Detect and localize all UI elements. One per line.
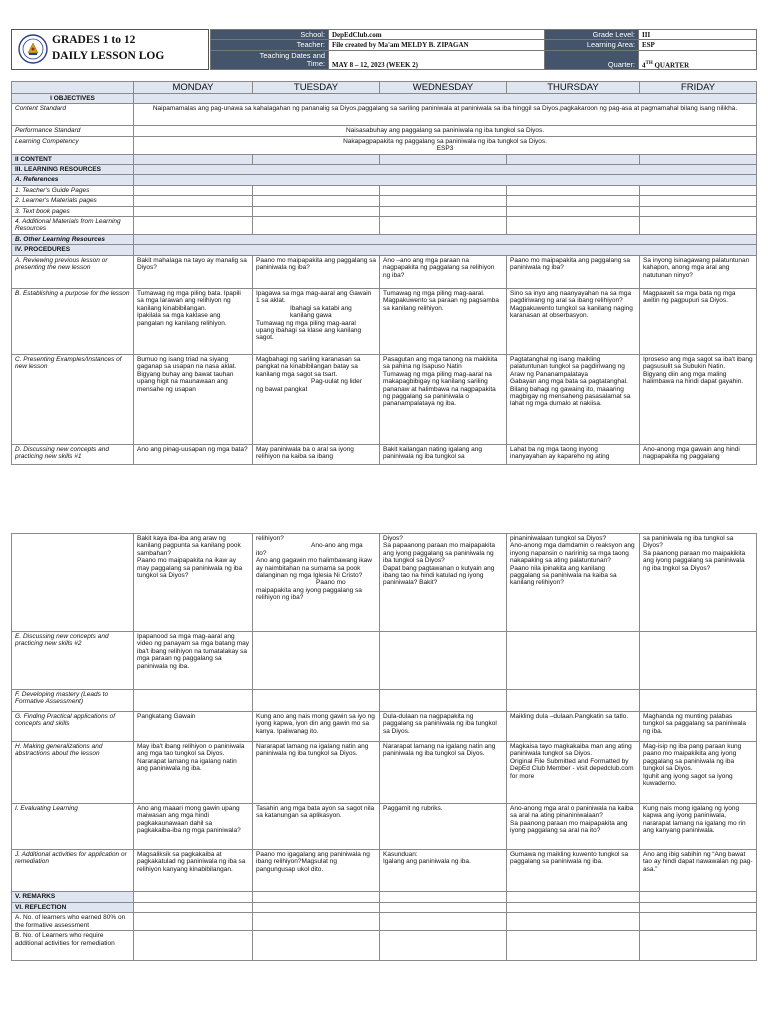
proc-j-thursday: Gumawa ng maikling kuwento tungkol sa paggalang sa paniniwala ng iba.	[507, 850, 640, 892]
proc-b-label: B. Establishing a purpose for the lesson	[12, 288, 134, 354]
blank-cell	[134, 931, 253, 961]
blank-cell	[640, 206, 757, 216]
blank-cell	[640, 196, 757, 206]
grade-level-value: III	[639, 30, 757, 40]
blank-cell	[134, 165, 757, 175]
section-objectives: I OBJECTIVES	[12, 94, 134, 104]
title-dll: DAILY LESSON LOG	[52, 50, 165, 62]
section-references: A. References	[12, 175, 134, 185]
additional-materials-label: 4. Additional Materials from Learning Resources	[12, 217, 134, 235]
blank-cell	[134, 196, 253, 206]
proc-b-tuesday-3: Tumawag ng mga piling mag-aaral upang ibahagi sa klase ang kanilang sagot.	[256, 319, 362, 342]
day-header-wednesday: WEDNESDAY	[380, 82, 507, 94]
blank-cell	[253, 206, 380, 216]
learning-area-value: ESP	[639, 40, 757, 50]
blank-cell	[380, 154, 507, 164]
blank-cell	[380, 913, 507, 931]
proc-j-monday: Magsaliksik sa pagkakaiba at pagkakatulad ng paniniwala ng iba sa relihiyon kanyang kinabibilangan.	[134, 850, 253, 892]
blank-cell	[253, 931, 380, 961]
proc-d-monday-cont: Bakit kaya iba-iba ang araw ng kanilang pagpunta sa kanilang pook sambahan? Paano mo maipapakita na ikaw ay may paggalang sa paniniwala ng iba tungkol sa Diyos?	[134, 534, 253, 632]
blank-cell	[380, 632, 507, 690]
blank-cell	[640, 217, 757, 235]
blank-cell	[640, 931, 757, 961]
blank-cell	[380, 196, 507, 206]
blank-cell	[380, 931, 507, 961]
dll-table-page1	[11, 81, 757, 465]
blank-cell	[253, 196, 380, 206]
proc-h-wednesday: Nararapat lamang na igalang natin ang paniniwala ng iba tungkol sa Diyos.	[380, 742, 507, 804]
section-reflection: VI. REFLECTION	[12, 903, 134, 913]
quarter-suffix: TH	[645, 60, 653, 66]
section-procedures: IV. PROCEDURES	[12, 245, 134, 255]
competency-text: Nakapagpapakita ng paggalang sa paniniwala ng iba tungkol sa Diyos.	[343, 137, 547, 145]
proc-j-label: J. Additional activities for application or remediation	[12, 850, 134, 892]
proc-g-friday: Maghanda ng munting palabas tungkol sa paggalang sa paniniwala ng iba.	[640, 712, 757, 742]
blank-cell	[640, 185, 757, 195]
proc-d-wednesday-cont: Diyos? Sa papaanong paraan mo maipapakita ang iyong paggalang sa paniniwala ng iba tungkol sa Diyos? Dapat bang pagtawanan o kutyain ang ibang tao na hindi katulad ng iyong paniniwala? Bakit?	[380, 534, 507, 632]
proc-b-wednesday: Tumawag ng mga piling mag-aaral. Magpakuwento sa paraan ng pagsamba sa kanilang relihiyon.	[380, 288, 507, 354]
proc-j-wednesday: Kasunduan: Igalang ang paniniwala ng iba.	[380, 850, 507, 892]
blank-cell	[507, 690, 640, 712]
grade-level-label: Grade Level:	[545, 30, 639, 40]
blank-cell	[134, 903, 253, 913]
proc-a-monday: Bakit mahalaga na tayo ay manalig sa Diyos?	[134, 255, 253, 288]
proc-d-tuesday-cont-1: relihiyon?	[256, 535, 284, 542]
blank-cell	[134, 235, 757, 245]
proc-c-monday: Bumuo ng isang triad na siyang gaganap sa usapan na nasa aklat. Bigyang buhay ang bawat tauhan upang higit na maunawaan ang mensahe ng usapan	[134, 354, 253, 444]
title-grades: GRADES 1 to 12	[52, 34, 136, 46]
teacher-label: Teacher:	[211, 40, 329, 50]
blank-cell	[253, 903, 380, 913]
reflection-a-label: A. No. of learners who earned 80% on the formative assessment	[12, 913, 134, 931]
blank-cell	[134, 892, 253, 903]
blank-cell	[507, 185, 640, 195]
proc-c-tuesday	[253, 354, 380, 444]
proc-a-label: A. Reviewing previous lesson or presenting the new lesson	[12, 255, 134, 288]
reflection-b-label: B. No. of Learners who require additional activities for remediation	[12, 931, 134, 961]
proc-h-friday: Mag-isip ng iba pang paraan kung paano mo maipakikita ang iyong paggalang sa paniniwala ng iba tungkol sa Diyos. Iguhit ang iyong sagot sa iyong kuwaderno.	[640, 742, 757, 804]
day-header-monday: MONDAY	[134, 82, 253, 94]
teaching-dates-label-line2: Time:	[306, 58, 325, 68]
blank-cell	[507, 632, 640, 690]
teaching-dates-label	[211, 50, 329, 70]
blank-cell	[507, 217, 640, 235]
blank-cell	[253, 217, 380, 235]
blank-cell	[253, 892, 380, 903]
proc-b-tuesday-1: Ipagawa sa mga mag-aaral ang Gawain 1 sa aklat.	[256, 289, 372, 305]
blank-cell	[640, 913, 757, 931]
blank-cell	[253, 690, 380, 712]
proc-i-label: I. Evaluating Learning	[12, 804, 134, 850]
school-label: School:	[211, 30, 329, 40]
performance-standard-value: Naisasabuhay ang paggalang sa paniniwala ng iba tungkol sa Diyos.	[134, 126, 757, 136]
proc-h-label: H. Making generalizations and abstractions about the lesson	[12, 742, 134, 804]
proc-d-tuesday: May paniniwala ba o aral sa iyong relihiyon na kaiba sa ibang	[253, 444, 380, 464]
blank-cell	[134, 217, 253, 235]
quarter-label: Quarter:	[545, 50, 639, 70]
blank-cell	[507, 154, 640, 164]
lm-pages-label: 2. Learner's Materials pages	[12, 196, 134, 206]
proc-i-thursday: Ano-anong mga aral o paniniwala na kaiba sa aral na ating pinaniniwalaan? Sa paanong paraan mo maipapakita ang iyong paggalang sa aral na ito?	[507, 804, 640, 850]
proc-c-tuesday-2: Pag-uulat ng lider	[311, 378, 362, 386]
competency-code: ESP3	[436, 145, 454, 153]
proc-d-tuesday-cont-2: Ano-ano ang mga	[311, 542, 363, 550]
proc-i-monday: Ano ang maaari mong gawin upang maiwasan ang mga hindi pagkakaunawaan dahil sa pagkakaiba-iba ng mga paniniwala?	[134, 804, 253, 850]
teacher-value: File created by Ma'am MELDY B. ZIPAGAN	[329, 40, 545, 50]
quarter-number: 4	[642, 61, 646, 69]
proc-g-thursday: Maikling dula –dulaan.Pangkatin sa tatlo.	[507, 712, 640, 742]
proc-c-tuesday-1: Magbahagi ng sariling karanasan sa pangkat na kinabibilangan batay sa kanilang mga sagot sa tsart.	[256, 355, 361, 378]
proc-c-wednesday: Pasagutan ang mga tanong na makikita sa pahina ng Isapuso Natin Tumawag ng mga piling mag-aaral na makapagbibigay ng kanilang sariling pananaw at halimbawa na nagpapakita ng paggalang sa paniniwala o pananampalataya ng iba.	[380, 354, 507, 444]
blank-cell	[380, 892, 507, 903]
proc-d-monday: Ano ang pinag-uusapan ng mga bata?	[134, 444, 253, 464]
proc-b-tuesday-2: Ibahagi sa katabi ang kanilang gawa	[290, 304, 352, 320]
content-standard-value: Naipamamalas ang pag-unawa sa kahalagahan ng pananalig sa Diyos,paggalang sa sariling paniniwala at paniniwala sa iba hinggil sa Diyos,pagkakaroon ng pag-asa at pagmamahal bilang isang nilikha.	[134, 104, 757, 126]
dll-table-page2	[11, 533, 757, 961]
header-info-table	[210, 29, 757, 70]
blank-cell	[507, 196, 640, 206]
proc-d-tuesday-cont-3: ito? Ano ang gagawin mo halimbawang ikaw ay naimbitahan na sumama sa pook dalanginan ng mga Iglesia Ni Cristo?	[256, 549, 372, 580]
blank-cell	[380, 217, 507, 235]
proc-j-friday: Ano ang ibig sabihin ng “Ang bawat tao ay hindi dapat nawawalan ng pag-asa.”	[640, 850, 757, 892]
dll-header	[11, 29, 756, 70]
teaching-dates-label-line1: Teaching Dates and	[259, 50, 325, 60]
proc-f-label: F. Developing mastery (Leads to Formative Assessment)	[12, 690, 134, 712]
blank-cell	[640, 892, 757, 903]
proc-d-tuesday-cont-5: maipapakita ang iyong paggalang sa relihiyon ng iba?	[256, 586, 362, 602]
proc-h-monday: May iba't ibang relihiyon o paniniwala ang mga tao tungkol sa Diyos. Nararapat lamang na igalang natin ang paniniwala ng iba.	[134, 742, 253, 804]
blank-cell	[640, 690, 757, 712]
proc-d-friday-cont: sa paniniwala ng iba tungkol sa Diyos? Sa paanong paraan mo maipakikita ang iyong paggalang sa paniniwala ng iba tngkol sa Diyos?	[640, 534, 757, 632]
blank-cell	[507, 913, 640, 931]
section-content: II CONTENT	[12, 154, 134, 164]
blank-cell	[253, 185, 380, 195]
corner-cell	[12, 82, 134, 94]
blank-cell	[253, 632, 380, 690]
proc-a-wednesday: Ano –ano ang mga paraan na nagpapakita ng paggalang sa relihiyon ng iba?	[380, 255, 507, 288]
proc-h-thursday: Magkaisa tayo magkakaiba man ang ating paniniwala tungkol sa Diyos. Original File Submitted and Formatted by DepEd Club Member - visit depedclub.com for more	[507, 742, 640, 804]
other-resources-label: B. Other Learning Resources	[12, 235, 134, 245]
textbook-pages-label: 3. Text book pages	[12, 206, 134, 216]
proc-a-thursday: Paano mo maipapakita ang paggalang sa paniniwala ng iba?	[507, 255, 640, 288]
learning-competency-value	[134, 136, 757, 154]
proc-c-thursday: Pagtatanghal ng isang maikling palatuntunan tungkol sa pagdiriwang ng Araw ng Pananampalataya Gabayan ang mga bata sa pagtatanghal. Bilang bahagi ng gawaing ito, maaaring magbigay ng mensaheng pasasalamat sa lahat ng mga dumalo at nakiisa.	[507, 354, 640, 444]
proc-i-wednesday: Paggamit ng rubriks.	[380, 804, 507, 850]
title-box	[11, 29, 209, 70]
learning-competency-label: Learning Competency	[12, 136, 134, 154]
proc-j-tuesday: Paano mo igagalang ang paniniwala ng ibang relihiyon?Magsulat ng pangungusap ukol dito.	[253, 850, 380, 892]
proc-i-friday: Kung nais mong igalang ng iyong kapwa ang iyong paniniwala, nararapat lamang na igalang mo rin ang kanyang paniniwala.	[640, 804, 757, 850]
proc-d-thursday: Lahat ba ng mga taong inyong inanyayahan ay kapareho ng ating	[507, 444, 640, 464]
proc-c-friday: Iproseso ang mga sagot sa iba't ibang pagsusulit sa Subukin Natin. Bigyang diin ang mga maling halimbawa na hindi dapat gayahin.	[640, 354, 757, 444]
proc-b-thursday: Sino sa inyo ang naanyayahan na sa mga pagdiriwang ng aral sa ibang relihiyon? Magpakuwento tungkol sa kanilang naging karanasan at obserbasyon.	[507, 288, 640, 354]
section-remarks: V. REMARKS	[12, 892, 134, 903]
blank-cell	[380, 206, 507, 216]
blank-cell	[134, 245, 757, 255]
blank-cell	[640, 632, 757, 690]
proc-e-label: E. Discussing new concepts and practicing new skills #2	[12, 632, 134, 690]
quarter-word: QUARTER	[652, 61, 690, 69]
blank-cell	[253, 913, 380, 931]
blank-cell	[134, 185, 253, 195]
deped-seal-icon	[18, 34, 48, 64]
blank-cell	[507, 903, 640, 913]
school-value: DepEdClub.com	[329, 30, 545, 40]
blank-cell	[134, 175, 757, 185]
blank-cell	[134, 913, 253, 931]
proc-a-tuesday: Paano mo maipapakita ang paggalang sa paniniwala ng iba?	[253, 255, 380, 288]
day-header-thursday: THURSDAY	[507, 82, 640, 94]
proc-g-wednesday: Dula-dulaan na nagpapakita ng paggalang sa paniniwala ng iba tungkol sa Diyos.	[380, 712, 507, 742]
proc-g-label: G. Finding Practical applications of concepts and skills	[12, 712, 134, 742]
blank-cell	[253, 154, 380, 164]
blank-cell	[380, 185, 507, 195]
blank-cell	[507, 931, 640, 961]
day-header-friday: FRIDAY	[640, 82, 757, 94]
blank-cell	[507, 892, 640, 903]
proc-g-tuesday: Kung ano ang nais mong gawin sa iyo ng iyong kapwa, iyon din ang gawin mo sa kanya. Ipaliwanag ito.	[253, 712, 380, 742]
proc-d-tuesday-cont-4: Paano mo	[316, 579, 346, 587]
proc-d-friday: Ano-anong mga gawain ang hindi nagpapakita ng paggalang	[640, 444, 757, 464]
blank-cell	[380, 690, 507, 712]
blank-cell	[640, 154, 757, 164]
quarter-value	[639, 50, 757, 70]
blank-cell	[134, 154, 253, 164]
tg-pages-label: 1. Teacher's Guide Pages	[12, 185, 134, 195]
teaching-dates-value: MAY 8 – 12, 2023 (WEEK 2)	[329, 50, 545, 70]
performance-standard-label: Performance Standard	[12, 126, 134, 136]
section-learning-resources: III. LEARNING RESOURCES	[12, 165, 134, 175]
proc-b-monday: Tumawag ng mga piling bata. Ipapili sa mga larawan ang relihiyon ng kanilang kinabibilangan. Ipakilala sa mga kaklase ang pangalan ng kanilang relihiyon.	[134, 288, 253, 354]
proc-b-tuesday	[253, 288, 380, 354]
content-standard-label: Content Standard	[12, 104, 134, 126]
proc-g-monday: Pangkatang Gawain	[134, 712, 253, 742]
proc-c-label: C. Presenting Examples/Instances of new lesson	[12, 354, 134, 444]
proc-c-tuesday-3: ng bawat pangkat	[256, 385, 308, 393]
learning-area-label: Learning Area:	[545, 40, 639, 50]
blank-cell	[380, 903, 507, 913]
proc-a-friday: Sa inyong isinagawang palatuntunan kahapon, anong mga aral ang natutunan ninyo?	[640, 255, 757, 288]
proc-e-monday: Ipapanood sa mga mag-aaral ang video ng panayam sa mga batang may iba't ibang relihiyon na tumatalakay sa mga paraan ng paggalang sa paniniwala ng iba.	[134, 632, 253, 690]
proc-d-continued-label	[12, 534, 134, 632]
proc-b-friday: Magpaawit sa mga bata ng mga awitin ng pagpupuri sa Diyos.	[640, 288, 757, 354]
proc-d-wednesday: Bakit kailangan nating igalang ang paniniwala ng iba tungkol sa	[380, 444, 507, 464]
blank-cell	[134, 206, 253, 216]
section-objectives-fill	[134, 94, 757, 104]
proc-d-tuesday-cont	[253, 534, 380, 632]
proc-d-thursday-cont: pinaniniwalaan tungkol sa Diyos? Ano-anong mga damdamin o reaksyon ang inyong napansin o naririnig sa mga taong nakapaking sa ating palatuntunan? Paano nila ipinakita ang kanilang paggalang sa paniniwala na kaiba sa kanilang relihiyon?	[507, 534, 640, 632]
proc-h-tuesday: Nararapat lamang na igalang natin ang paniniwala ng iba tungkol sa Diyos.	[253, 742, 380, 804]
blank-cell	[507, 206, 640, 216]
proc-d-label: D. Discussing new concepts and practicing new skills #1	[12, 444, 134, 464]
blank-cell	[640, 903, 757, 913]
day-header-tuesday: TUESDAY	[253, 82, 380, 94]
proc-i-tuesday: Tasahin ang mga bata ayon sa sagot nila sa katanungan sa aplikasyon.	[253, 804, 380, 850]
blank-cell	[134, 690, 253, 712]
